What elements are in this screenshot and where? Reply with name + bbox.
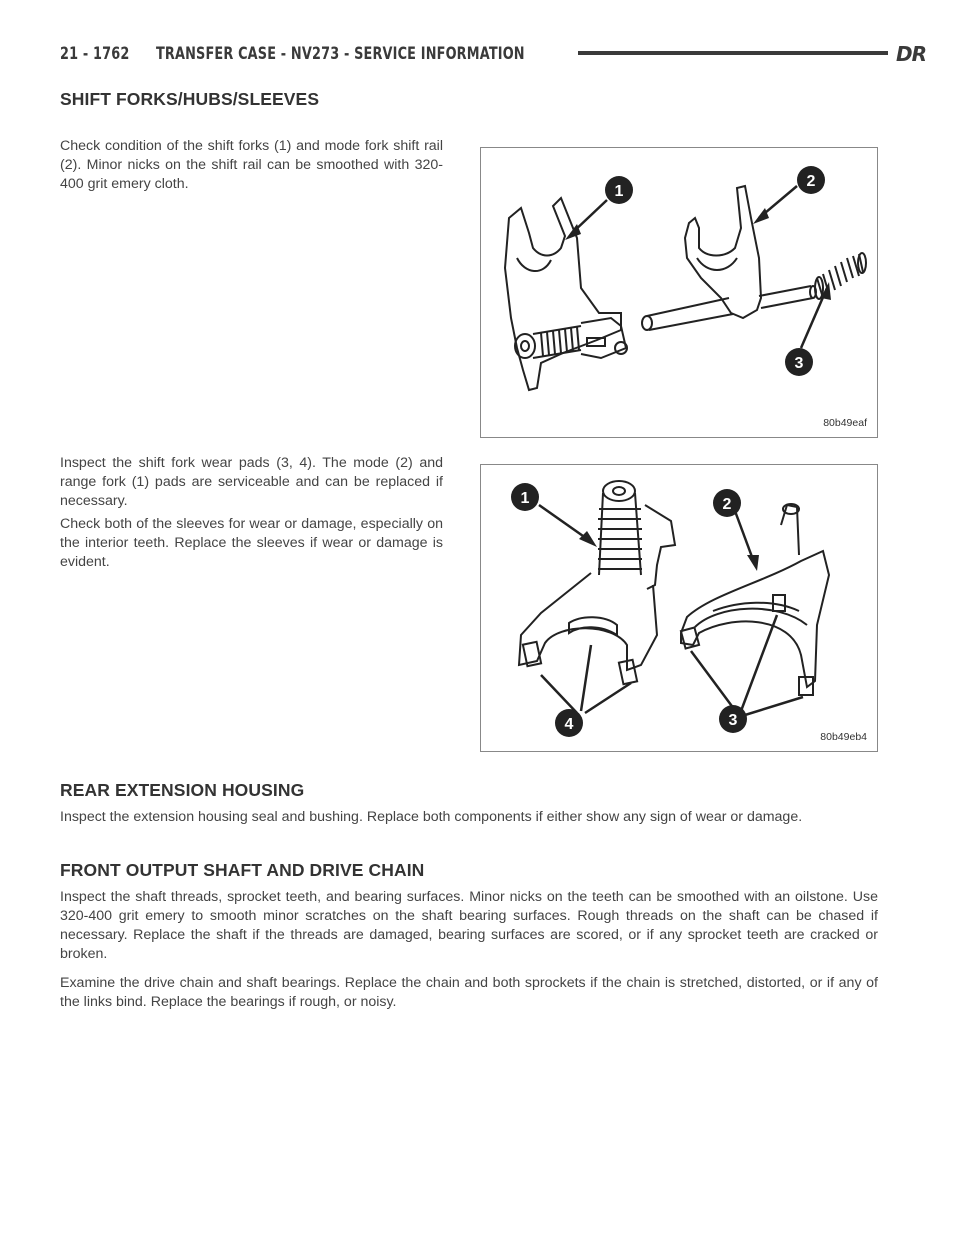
callout-3: 3	[794, 355, 804, 372]
paragraph: Inspect the shaft threads, sprocket teeth, and bearing surfaces. Minor nicks on the teeth can be smoothed with an oilstone. Use 320-400 grit emery to smooth minor scratches on the shaft bearing surfaces. Rough threads on the shaft can be chased if necessary. Replace the shaft if the threads are damaged, bearing surfaces are scored, or if any sprocket teeth are cracked or broken.	[60, 889, 878, 962]
page-header-title: TRANSFER CASE - NV273 - SERVICE INFORMATION	[156, 43, 525, 63]
callout-3: 3	[728, 712, 738, 729]
header-logo: DR	[896, 42, 927, 66]
header-rule	[578, 51, 888, 55]
shift-fork-illustration	[481, 148, 877, 437]
callout-2: 2	[806, 173, 816, 190]
figure-code: 80b49eaf	[823, 417, 867, 429]
callout-1: 1	[614, 183, 624, 200]
callout-4: 4	[564, 716, 574, 733]
paragraph: Examine the drive chain and shaft bearings. Replace the chain and both sprockets if the chain is stretched, distorted, or if any of the links bind. Replace the bearings if rough, or noisy.	[60, 975, 878, 1010]
wear-pad-illustration	[481, 465, 877, 751]
page-header	[60, 40, 927, 66]
page-number: 21 - 1762	[60, 43, 130, 63]
figure-code: 80b49eb4	[820, 731, 867, 743]
paragraph: Check both of the sleeves for wear or damage, especially on the interior teeth. Replace the sleeves if wear or damage is evident.	[60, 516, 443, 570]
paragraph: Inspect the shift fork wear pads (3, 4). The mode (2) and range fork (1) pads are serviceable and can be replaced if necessary.	[60, 455, 443, 509]
callout-group	[511, 483, 747, 737]
paragraph: Check condition of the shift forks (1) and mode fork shift rail (2). Minor nicks on the shift rail can be smoothed with 320-400 grit emery cloth.	[60, 138, 443, 192]
section-heading-rear-extension: REAR EXTENSION HOUSING	[60, 780, 305, 800]
section-heading-front-output-shaft: FRONT OUTPUT SHAFT AND DRIVE CHAIN	[60, 860, 425, 880]
figure-shift-forks	[480, 147, 878, 438]
callout-group	[605, 166, 825, 376]
callout-1: 1	[520, 490, 530, 507]
section-heading-shift-forks: SHIFT FORKS/HUBS/SLEEVES	[60, 89, 320, 109]
figure-wear-pads	[480, 464, 878, 752]
paragraph: Inspect the extension housing seal and bushing. Replace both components if either show any sign of wear or damage.	[60, 809, 803, 825]
callout-2: 2	[722, 496, 732, 513]
